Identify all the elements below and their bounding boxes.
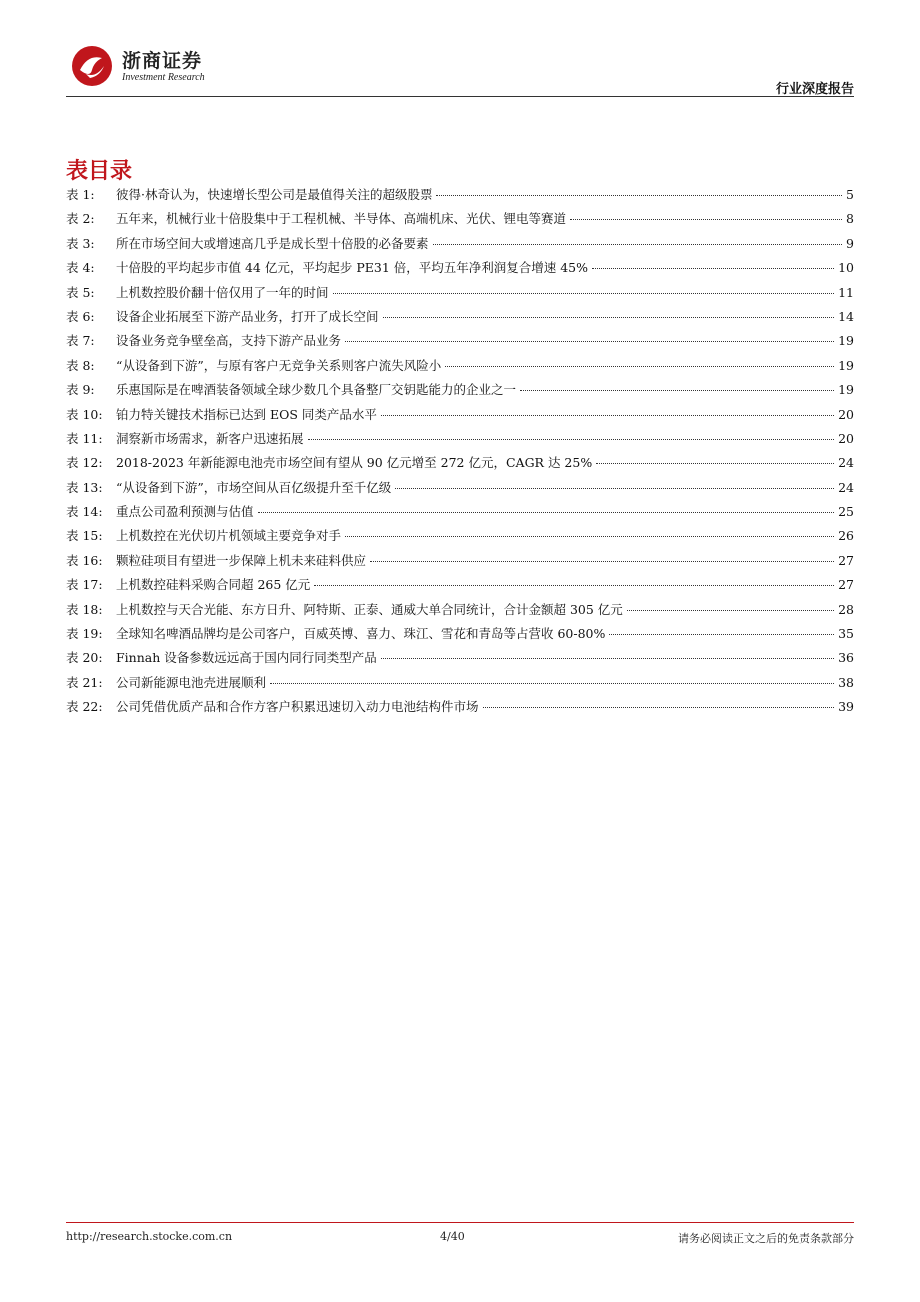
toc-leader-dots xyxy=(381,415,834,416)
toc-entry-label: 表 14: xyxy=(66,504,103,520)
toc-entry-page: 27 xyxy=(838,577,854,593)
toc-entry-page: 19 xyxy=(838,333,854,349)
toc-entry-title: 设备业务竞争壁垒高，支持下游产品业务 xyxy=(116,333,342,349)
toc-entry-label: 表 2: xyxy=(66,211,95,227)
toc-leader-dots xyxy=(308,439,835,440)
toc-entry[interactable] xyxy=(66,673,854,697)
toc-entry[interactable] xyxy=(66,429,854,453)
toc-entry-title: 乐惠国际是在啤酒装备领域全球少数几个具备整厂交钥匙能力的企业之一 xyxy=(116,382,517,398)
toc-entry[interactable] xyxy=(66,380,854,404)
toc-entry-label: 表 1: xyxy=(66,187,95,202)
toc-leader-dots xyxy=(333,293,835,294)
toc-entry-label: 表 17: xyxy=(66,577,103,593)
toc-entry-title: 颗粒硅项目有望进一步保障上机未来硅料供应 xyxy=(116,552,367,568)
report-type-label: 行业深度报告 xyxy=(775,82,854,97)
toc-leader-dots xyxy=(433,244,843,245)
toc-entry-label: 表 5: xyxy=(66,284,95,300)
toc-entry[interactable] xyxy=(66,283,854,307)
toc-entry-title: 铂力特关键技术指标已达到 EOS 同类产品水平 xyxy=(116,406,377,422)
toc-entry-page: 19 xyxy=(838,357,854,373)
toc-entry[interactable] xyxy=(66,526,854,550)
toc-entry-page: 26 xyxy=(838,528,854,544)
toc-entry-label: 表 20: xyxy=(66,650,103,666)
toc-leader-dots xyxy=(520,390,834,391)
toc-entry-page: 20 xyxy=(838,406,854,422)
toc-entry-label: 表 18: xyxy=(66,601,103,617)
toc-entry[interactable] xyxy=(66,453,854,477)
toc-entry-label: 表 4: xyxy=(66,260,95,276)
toc-entry[interactable] xyxy=(66,356,854,380)
toc-entry[interactable] xyxy=(66,234,854,258)
table-of-contents xyxy=(66,185,854,722)
logo-chinese-name: 浙商证券 xyxy=(122,50,203,72)
toc-entry-title: 公司凭借优质产品和合作方客户积累迅速切入动力电池结构件市场 xyxy=(116,699,479,715)
toc-entry[interactable] xyxy=(66,307,854,331)
toc-entry[interactable] xyxy=(66,600,854,624)
toc-entry-label: 表 7: xyxy=(66,333,95,349)
toc-entry-title: 上机数控与天合光能、东方日升、阿特斯、正泰、通威大单合同统计，合计金额超 305 亿元 xyxy=(116,601,623,617)
toc-entry-title: “从设备到下游”，与原有客户无竞争关系则客户流失风险小 xyxy=(116,357,442,373)
toc-entry[interactable] xyxy=(66,551,854,575)
toc-entry-label: 表 3: xyxy=(66,235,95,251)
toc-entry-page: 9 xyxy=(846,235,854,251)
logo-english-name: Investment Research xyxy=(122,72,205,83)
toc-entry[interactable] xyxy=(66,185,854,209)
toc-entry-title: 重点公司盈利预测与估值 xyxy=(116,504,254,520)
toc-entry-label: 表 21: xyxy=(66,674,103,690)
toc-entry[interactable] xyxy=(66,697,854,721)
toc-entry-title: 洞察新市场需求，新客户迅速拓展 xyxy=(116,430,304,446)
toc-entry-title: Finnah 设备参数远远高于国内同行同类型产品 xyxy=(116,650,377,666)
toc-leader-dots xyxy=(483,707,835,708)
toc-entry-label: 表 22: xyxy=(66,699,103,715)
toc-entry-page: 11 xyxy=(838,284,854,300)
toc-leader-dots xyxy=(445,366,834,367)
toc-entry-title: 上机数控硅料采购合同超 265 亿元 xyxy=(116,577,311,593)
toc-entry-page: 8 xyxy=(846,211,854,227)
footer-page-number: 4/40 xyxy=(440,1230,465,1243)
toc-entry-title: 五年来，机械行业十倍股集中于工程机械、半导体、高端机床、光伏、锂电等赛道 xyxy=(116,211,567,227)
toc-entry-title: 上机数控在光伏切片机领域主要竞争对手 xyxy=(116,528,342,544)
toc-leader-dots xyxy=(314,585,834,586)
toc-entry-page: 25 xyxy=(838,504,854,520)
toc-entry[interactable] xyxy=(66,405,854,429)
page-header xyxy=(66,40,854,98)
toc-entry-title: 上机数控股价翻十倍仅用了一年的时间 xyxy=(116,284,329,300)
company-logo-icon xyxy=(70,44,114,88)
footer-disclaimer-note: 请务必阅读正文之后的免责条款部分 xyxy=(678,1232,854,1245)
toc-leader-dots xyxy=(609,634,834,635)
toc-entry-title: 彼得·林奇认为，快速增长型公司是最值得关注的超级股票 xyxy=(116,187,433,202)
toc-entry-label: 表 8: xyxy=(66,357,95,373)
toc-entry-page: 28 xyxy=(838,601,854,617)
toc-entry[interactable] xyxy=(66,575,854,599)
header-divider xyxy=(66,96,854,97)
toc-leader-dots xyxy=(627,610,834,611)
toc-entry-title: “从设备到下游”，市场空间从百亿级提升至千亿级 xyxy=(116,479,392,495)
toc-entry-page: 10 xyxy=(838,260,854,276)
toc-entry-title: 公司新能源电池壳进展顺利 xyxy=(116,674,267,690)
toc-entry[interactable] xyxy=(66,624,854,648)
toc-entry-label: 表 13: xyxy=(66,479,103,495)
toc-entry-label: 表 9: xyxy=(66,382,95,398)
toc-entry-page: 24 xyxy=(838,479,854,495)
toc-leader-dots xyxy=(345,341,834,342)
toc-leader-dots xyxy=(258,512,835,513)
toc-entry-page: 14 xyxy=(838,308,854,324)
toc-leader-dots xyxy=(370,561,834,562)
toc-entry-label: 表 12: xyxy=(66,455,103,471)
toc-entry-title: 2018-2023 年新能源电池壳市场空间有望从 90 亿元增至 272 亿元，CAGR 达 25% xyxy=(116,455,593,471)
toc-leader-dots xyxy=(345,536,834,537)
toc-entry-label: 表 11: xyxy=(66,430,103,446)
toc-entry-page: 27 xyxy=(838,552,854,568)
toc-entry-page: 24 xyxy=(838,455,854,471)
toc-entry-label: 表 15: xyxy=(66,528,103,544)
toc-entry-page: 39 xyxy=(838,699,854,715)
toc-leader-dots xyxy=(596,463,834,464)
toc-entry-page: 38 xyxy=(838,674,854,690)
toc-entry-label: 表 6: xyxy=(66,308,95,324)
toc-entry-page: 20 xyxy=(838,430,854,446)
toc-entry[interactable] xyxy=(66,502,854,526)
toc-entry-label: 表 19: xyxy=(66,626,103,642)
toc-leader-dots xyxy=(436,195,842,196)
toc-leader-dots xyxy=(383,317,835,318)
toc-entry-label: 表 16: xyxy=(66,552,103,568)
toc-leader-dots xyxy=(570,219,842,220)
toc-entry[interactable] xyxy=(66,331,854,355)
footer-divider xyxy=(66,1222,854,1223)
toc-entry-title: 所在市场空间大或增速高几乎是成长型十倍股的必备要素 xyxy=(116,235,429,251)
toc-title: 表目录 xyxy=(66,159,133,184)
toc-entry-title: 十倍股的平均起步市值 44 亿元，平均起步 PE31 倍，平均五年净利润复合增速 45% xyxy=(116,260,588,276)
toc-entry[interactable] xyxy=(66,258,854,282)
toc-entry[interactable] xyxy=(66,209,854,233)
toc-leader-dots xyxy=(592,268,834,269)
toc-entry-label: 表 10: xyxy=(66,406,103,422)
toc-entry-page: 36 xyxy=(838,650,854,666)
toc-entry-page: 19 xyxy=(838,382,854,398)
toc-leader-dots xyxy=(395,488,834,489)
footer-url-link[interactable]: http://research.stocke.com.cn xyxy=(66,1230,233,1243)
toc-leader-dots xyxy=(270,683,834,684)
toc-entry[interactable] xyxy=(66,478,854,502)
toc-entry-title: 全球知名啤酒品牌均是公司客户，百威英博、喜力、珠江、雪花和青岛等占营收 60-80% xyxy=(116,626,606,642)
toc-entry-title: 设备企业拓展至下游产品业务，打开了成长空间 xyxy=(116,308,379,324)
toc-entry-page: 5 xyxy=(846,187,854,202)
toc-entry-page: 35 xyxy=(838,626,854,642)
toc-entry[interactable] xyxy=(66,648,854,672)
toc-leader-dots xyxy=(381,658,834,659)
